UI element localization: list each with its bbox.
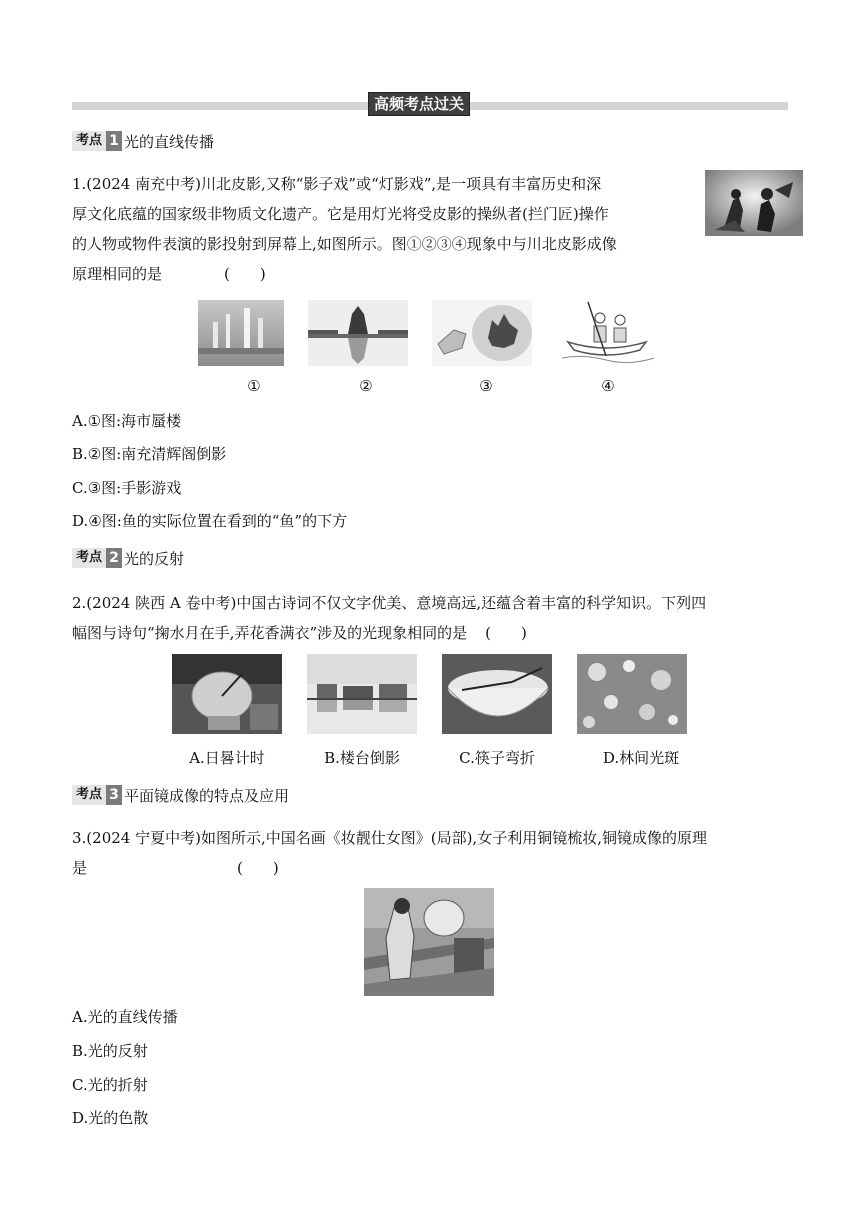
q1-option-c[interactable]: C.③图:手影游戏 <box>72 479 182 497</box>
point-number: 2 <box>106 548 122 568</box>
figure-fishing-boat <box>558 298 656 366</box>
q3-option-d[interactable]: D.光的色散 <box>72 1109 149 1127</box>
figure-label: ② <box>359 377 373 395</box>
figure-building-reflection <box>307 654 417 734</box>
q3-option-a[interactable]: A.光的直线传播 <box>72 1008 178 1026</box>
q3-line: 是 ( ) <box>72 859 279 877</box>
q1-option-b[interactable]: B.②图:南充清辉阁倒影 <box>72 445 227 463</box>
point-number: 3 <box>106 785 122 805</box>
q1-line: 的人物或物件表演的影投射到屏幕上,如图所示。图①②③④现象中与川北皮影成像 <box>72 235 617 253</box>
q2-line: 2.(2024 陕西 A 卷中考)中国古诗词不仅文字优美、意境高远,还蕴含着丰富的科学知识。下列四 <box>72 594 707 612</box>
figure-label: ③ <box>479 377 493 395</box>
section-title: 高频考点过关 <box>368 92 470 116</box>
question-2 <box>72 588 792 648</box>
point-title: 光的直线传播 <box>124 132 215 151</box>
answer-blank: ( ) <box>224 265 266 283</box>
q1-line: 厚文化底蕴的国家级非物质文化遗产。它是用灯光将受皮影的操纵者(拦门匠)操作 <box>72 205 609 223</box>
point-heading-2 <box>72 547 184 569</box>
figure-sundial <box>172 654 282 734</box>
point-title: 平面镜成像的特点及应用 <box>124 786 290 805</box>
point-heading-3 <box>72 784 289 806</box>
question-1 <box>72 169 702 289</box>
figure-label: ① <box>247 377 261 395</box>
figure-forest-light-spots <box>577 654 687 734</box>
point-number: 1 <box>106 131 122 151</box>
figure-hand-shadow <box>432 300 532 366</box>
figure-pavilion-reflection <box>308 300 408 366</box>
q3-line: 3.(2024 宁夏中考)如图所示,中国名画《妆靓仕女图》(局部),女子利用铜镜梳妆,铜镜成像的原理 <box>72 829 707 847</box>
point-heading-1 <box>72 130 214 152</box>
figure-mirage <box>198 300 284 366</box>
q1-line: 原理相同的是 ( ) <box>72 265 266 283</box>
q2-caption-d[interactable]: D.林间光斑 <box>602 749 680 767</box>
answer-blank: ( ) <box>485 624 527 642</box>
figure-lady-mirror-painting <box>364 888 494 996</box>
q2-line: 幅图与诗句“掬水月在手,弄花香满衣”涉及的光现象相同的是 ( ) <box>72 624 527 642</box>
point-label: 考点 <box>72 785 106 805</box>
q2-caption-b[interactable]: B.楼台倒影 <box>324 749 400 767</box>
q2-caption-c[interactable]: C.筷子弯折 <box>459 749 535 767</box>
q3-option-c[interactable]: C.光的折射 <box>72 1076 148 1094</box>
q3-option-b[interactable]: B.光的反射 <box>72 1042 148 1060</box>
figure-chopstick-bowl <box>442 654 552 734</box>
point-label: 考点 <box>72 131 106 151</box>
point-label: 考点 <box>72 548 106 568</box>
figure-label: ④ <box>601 377 615 395</box>
answer-blank: ( ) <box>237 859 279 877</box>
shadow-puppet-photo <box>705 170 803 236</box>
q1-line: 1.(2024 南充中考)川北皮影,又称“影子戏”或“灯影戏”,是一项具有丰富历史和深 <box>72 175 602 193</box>
q1-option-d[interactable]: D.④图:鱼的实际位置在看到的“鱼”的下方 <box>72 512 348 530</box>
q1-option-a[interactable]: A.①图:海市蜃楼 <box>72 412 182 430</box>
q2-caption-a[interactable]: A.日晷计时 <box>189 749 265 767</box>
question-3 <box>72 823 792 883</box>
point-title: 光的反射 <box>124 549 185 568</box>
